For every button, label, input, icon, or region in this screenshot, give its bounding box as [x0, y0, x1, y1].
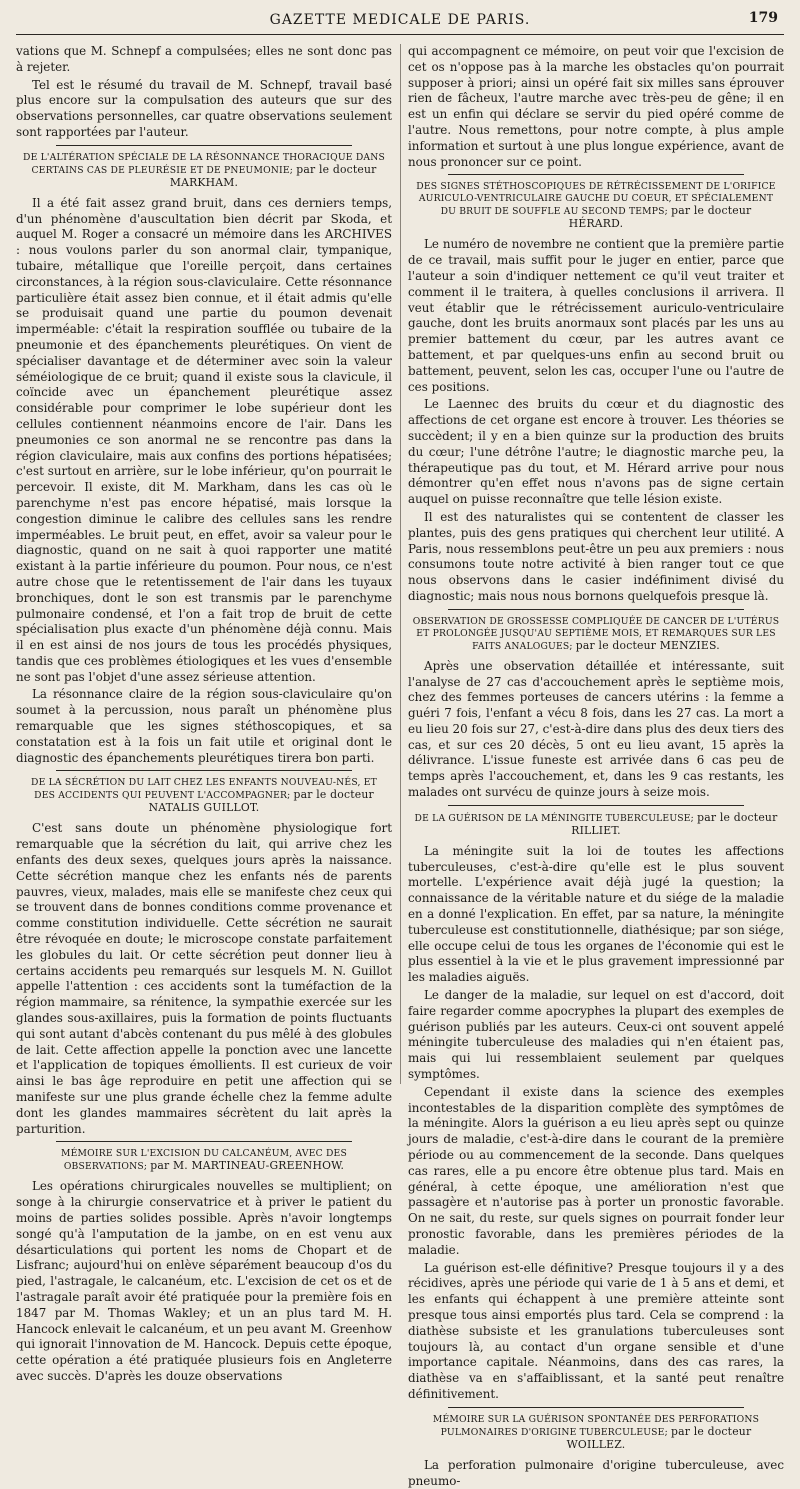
paragraph: Cependant il existe dans la science des exemples incontestables de la disparition complète des symptômes de la méningite. Alors la guérison a eu lieu après sept ou quinze jours de maladie, c'est-à-dire dans le courant de la première période ou au commencement de la seconde. Dans quelques cas rares, elle a pu encore être obtenue plus tard. Mais en général, à cette époque, une amélioration n'est que passagère et n'autorise pas à porter un pronostic favorable. On ne sait, du reste, sur quels signes on pourrait fonder leur pronostic favorable, dans les premières périodes de la maladie. — [408, 1084, 784, 1257]
section-rule — [56, 770, 352, 771]
paragraph: Il est des naturalistes qui se contentent de classer les plantes, puis des gens pratiques qui cherchent leur utilité. A Paris, nous ressemblons peut-être un peu aux premiers : nous consumons toute notre activité à bien ranger tout ce que nous observons dans le casier indéfiniment divisé du diagnostic; mais nous nous bornons quelquefois presque là. — [408, 509, 784, 603]
author-line: par le docteur NATALIS GUILLOT. — [148, 788, 374, 815]
paragraph: La résonnance claire de la région sous-claviculaire qu'on soumet à la percussion, nous paraît un phénomène plus remarquable que les signes stéthoscopiques, et sa constatation est à la fois un fait utile et original dont le diagnostic des épanchements pleurétiques tirera bon parti. — [16, 687, 392, 765]
paragraph: Tel est le résumé du travail de M. Schnepf, travail basé plus encore sur la compulsation des auteurs que sur des observations personnelles, car quatre observations seulement sont rapportées par l'auteur. — [16, 77, 392, 139]
section-heading: DE LA SÉCRÉTION DU LAIT CHEZ LES ENFANTS NOUVEAU-NÉS, ET DES ACCIDENTS QUI PEUVENT L'ACCOMPAGNER; par le docteur NATALIS GUILLOT. — [31, 777, 377, 815]
section-heading: OBSERVATION DE GROSSESSE COMPLIQUÉE DE CANCER DE L'UTÉRUS ET PROLONGÉE JUSQU'AU SEPTIÈME MOIS, ET REMARQUES SUR LES FAITS ANALOGUES; par le docteur MENZIES. — [412, 615, 780, 652]
section-rule — [448, 174, 744, 175]
paragraph: Le danger de la maladie, sur lequel on est d'accord, doit faire regarder comme apocryphes la plupart des exemples de guérison publiés par les auteurs. Ceux-ci ont souvent appelé méningite tuberculeuse des maladies qui n'en étaient pas, mais qui lui ressemblaient seulement par quelques symptômes. — [408, 988, 784, 1082]
section-heading: DE L'ALTÉRATION SPÉCIALE DE LA RÉSONNANCE THORACIQUE DANS CERTAINS CAS DE PLEURÉSIE ET DE PNEUMONIE; par le docteur MARKHAM. — [23, 151, 385, 189]
section-rule — [448, 609, 744, 610]
section-rule — [448, 1407, 744, 1408]
paragraph: qui accompagnent ce mémoire, on peut voir que l'excision de cet os n'oppose pas à la marche les obstacles qu'on pourrait supposer à priori; ainsi un opéré fait six milles sans éprouver rien de fâcheux, l'autre marche avec très-peu de gêne; il en est un enfin qui déclare se servir du pied opéré comme de l'autre. Nous remettons, pour notre compte, à plus ample information et surtout à une plus longue expérience, avant de nous prononcer sur ce point. — [408, 44, 784, 169]
column-divider — [400, 44, 401, 1084]
section-heading: MÉMOIRE SUR L'EXCISION DU CALCANÉUM, AVEC DES OBSERVATIONS; par M. MARTINEAU-GREENHOW. — [61, 1148, 347, 1173]
paragraph: La guérison est-elle définitive? Presque toujours il y a des récidives, après une période qui varie de 1 à 5 ans et demi, et les enfants qui échappent à une première atteinte sont presque tous ainsi emportés plus tard. Cela se comprend : la diathèse subsiste et les granulations tuberculeuses sont toujours là, au contact d'un organe sensible et d'une importance capitale. Néanmoins, dans des cas rares, la diathèse va en s'affaiblissant, et la santé peut renaître définitivement. — [408, 1260, 784, 1401]
section-heading: MÉMOIRE SUR LA GUÉRISON SPONTANÉE DES PERFORATIONS PULMONAIRES D'ORIGINE TUBERCULEUSE; par le docteur WOILLEZ. — [432, 1413, 760, 1451]
paragraph: Le Laennec des bruits du cœur et du diagnostic des affections de cet organe est encore à trouver. Les théories se succèdent; il y en a bien quinze sur la production des bruits du cœur; l'une détrône l'autre; le diagnostic marche peu, la thérapeutique pas du tout, et M. Hérard arrive pour nous démontrer qu'en effet nous n'avons pas de signe certain auquel on puisse reconnaître que telle lésion existe. — [408, 397, 784, 507]
paragraph: C'est sans doute un phénomène physiologique fort remarquable que la sécrétion du lait, qui arrive chez les enfants des deux sexes, quelques jours après la naissance. Cette sécrétion manque chez les enfants nés de parents pauvres, vieux, malades, mais elle se manifeste chez ceux qui se trouvent dans de bonnes conditions comme provenance et comme constitution individuelle. Cette sécrétion ne saurait être révoquée en doute; le microscope constate parfaitement les globules du lait. Or cette sécrétion peut donner lieu à certains accidents peu remarqués sur lesquels M. N. Guillot appelle l'attention : ces accidents sont la tuméfaction de la région mammaire, sa rénitence, la sympathie exercée sur les glandes sous-axillaires, puis la formation de points fluctuants qui sont autant d'abcès contenant du pus mêlé à des globules de lait. Cette affection appelle la ponction avec une lancette et l'application de topiques émollients. Il est curieux de voir ainsi le bas âge reproduire en petit une affection qui se manifeste sur une plus grande échelle chez la femme adulte dont les glandes mammaires sécrètent du lait après la parturition. — [16, 821, 392, 1136]
author-line: par M. MARTINEAU-GREENHOW. — [150, 1159, 345, 1173]
author-line: par le docteur WOILLEZ. — [566, 1424, 752, 1451]
section-heading: DES SIGNES STÉTHOSCOPIQUES DE RÉTRÉCISSEMENT DE L'ORIFICE AURICULO-VENTRICULAIRE GAUCHE DU COEUR, ET SPÉCIALEMENT DU BRUIT DE SOUFFLE AU SECOND TEMPS; par le docteur HÉRARD. — [416, 181, 776, 231]
left-column — [16, 44, 392, 1383]
paragraph: Le numéro de novembre ne contient que la première partie de ce travail, mais suffit pour le juger en entier, parce que l'auteur a soin d'indiquer nettement ce qu'il veut traiter et comment il le traitera, à quelles conclusions il arrivera. Il veut établir que le rétrécissement auriculo-ventriculaire gauche, dont les bruits anormaux sont placés par les uns au premier battement du cœur, par les autres avant ce battement, et par quelques-uns enfin au second bruit ou battement, peuvent, selon les cas, occuper l'une ou l'autre de ces positions. — [408, 237, 784, 394]
paragraph: Il a été fait assez grand bruit, dans ces derniers temps, d'un phénomène d'auscultation bien décrit par Skoda, et auquel M. Roger a consacré un mémoire dans les ARCHIVES : nous voulons parler du son anormal clair, tympanique, tubaire, métallique que l'oreille perçoit, dans certaines circonstances, à la région sous-claviculaire. Cette résonnance particulière était assez bien connue, et il était admis qu'elle se produisait quand une partie du poumon devenait imperméable: c'était la respiration soufflée ou tubaire de la pneumonie et des épanchements pleurétiques. On vient de spécialiser davantage et de déterminer avec soin la valeur séméiologique de ce bruit; quand il existe sous la clavicule, il coïncide avec un épanchement pleurétique assez considérable pour comprimer le lobe supérieur dont les cellules contiennent néanmoins encore de l'air. Dans les pneumonies ce son anormal ne se rencontre pas dans la région claviculaire, mais aux confins des portions hépatisées; c'est surtout en arrière, sur le lobe inférieur, qu'on pourrait le percevoir. Il existe, dit M. Markham, dans les cas où le parenchyme n'est pas encore hépatisé, mais lorsque la congestion diminue le calibre des cellules sans les rendre imperméables. Le bruit peut, en effet, avoir sa valeur pour le diagnostic, quand on ne sait à quoi rapporter une matité existant à la partie inférieure du poumon. Pour nous, ce n'est autre chose que le retentissement de l'air dans les tuyaux bronchiques, dont le son est transmis par le parenchyme pulmonaire condensé, et l'on a fait trop de bruit de cette spécialisation plus exacte d'un phénomène déjà connu. Mais il en est ainsi de nos jours de tous les procédés physiques, tandis que ces problèmes étiologiques et les vues d'ensemble ne sont pas l'objet d'une assez sérieuse attention. — [16, 195, 392, 684]
journal-title: GAZETTE MEDICALE DE PARIS. — [269, 12, 531, 28]
right-column — [408, 44, 784, 1488]
author-line: par le docteur MARKHAM. — [169, 162, 377, 189]
section-heading: DE LA GUÉRISON DE LA MÉNINGITE TUBERCULEUSE; par le docteur RILLIET. — [414, 810, 778, 837]
page-number: 179 — [748, 10, 778, 26]
paragraph: vations que M. Schnepf a compulsées; elles ne sont donc pas à rejeter. — [16, 44, 392, 74]
author-line: par le docteur MENZIES. — [575, 638, 720, 652]
paragraph: La méningite suit la loi de toutes les affections tuberculeuses, c'est-à-dire qu'elle est le plus souvent mortelle. L'expérience avait déjà jugé la question; la connaissance de la véritable nature et du siége de la maladie en a donné l'explication. En effet, par sa nature, la méningite tuberculeuse est constitutionnelle, diathésique; par son siége, elle occupe celui de tous les organes de l'économie qui est le plus essentiel à la vie et le plus gravement impressionné par les maladies aiguës. — [408, 843, 784, 985]
paragraph: Après une observation détaillée et intéressante, suit l'analyse de 27 cas d'accouchement après le septième mois, chez des femmes porteuses de cancers utérins : la femme a guéri 7 fois, l'enfant a vécu 8 fois, dans les 27 cas. La mort a eu lieu 20 fois sur 27, c'est-à-dire dans plus des deux tiers des cas, et sur ces 20 décès, 5 ont eu lieu avant, 15 après la délivrance. L'issue funeste est arrivée dans 6 cas peu de temps après l'accouchement, et, dans les 9 cas restants, les malades ont survécu de quinze jours à seize mois. — [408, 658, 784, 800]
section-rule — [56, 1141, 352, 1142]
paragraph: La perforation pulmonaire d'origine tuberculeuse, avec pneumo- — [408, 1457, 784, 1488]
section-rule — [56, 145, 352, 146]
author-line: par le docteur HÉRARD. — [568, 204, 752, 231]
page-header — [16, 10, 784, 35]
section-rule — [448, 805, 744, 806]
author-line: par le docteur RILLIET. — [571, 810, 778, 837]
paragraph: Les opérations chirurgicales nouvelles se multiplient; on songe à la chirurgie conservatrice et à priver le patient du moins de parties solides possible. Après n'avoir longtemps songé qu'à l'amputation de la jambe, on en est venu aux désarticulations qui portent les noms de Chopart et de Lisfranc; aujourd'hui on enlève séparément beaucoup d'os du pied, l'astragale, le calcanéum, etc. L'excision de cet os et de l'astragale paraît avoir été pratiquée pour la première fois en 1847 par M. Thomas Wakley; et un an plus tard M. H. Hancock enlevait le calcanéum, et un peu avant M. Greenhow qui ignorait l'innovation de M. Hancock. Depuis cette époque, cette opération a été pratiquée plusieurs fois en Angleterre avec succès. D'après les douze observations — [16, 1179, 392, 1383]
